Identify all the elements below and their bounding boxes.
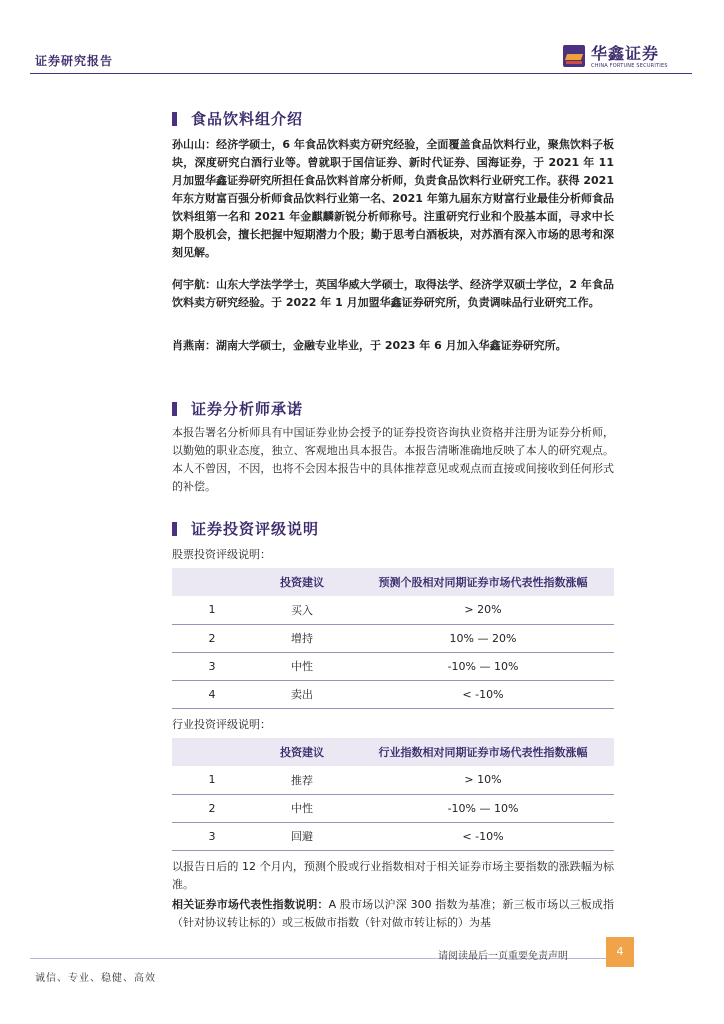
commitment-section-heading [172, 398, 303, 419]
table-cell: 2 [172, 624, 252, 652]
rating-section-title: 证券投资评级说明 [191, 520, 320, 538]
index-explanation [172, 896, 614, 932]
table-cell: 中性 [252, 652, 352, 680]
commitment-section-title: 证券分析师承诺 [191, 400, 304, 418]
table-cell: 2 [172, 794, 252, 822]
table-header-row [172, 738, 614, 766]
table-cell: > 10% [352, 766, 614, 794]
table-cell: < -10% [352, 680, 614, 708]
table-header-cell [172, 568, 252, 596]
table-row [172, 596, 614, 624]
logo-mark-icon [563, 45, 585, 67]
table-cell: 4 [172, 680, 252, 708]
table-row [172, 652, 614, 680]
table-header-cell: 投资建议 [252, 738, 352, 766]
table-cell: -10% — 10% [352, 794, 614, 822]
commitment-text: 本报告署名分析师具有中国证券业协会授予的证券投资咨询执业资格并注册为证券分析师，以勤勉的职业态度，独立、客观地出具本报告。本报告清晰准确地反映了本人的研究观点。本人不曾因，不因，也将不会因本报告中的具体推荐意见或观点而直接或间接收到任何形式的补偿。 [172, 426, 614, 493]
table-header-cell [172, 738, 252, 766]
page-number: 4 [606, 937, 634, 967]
stock-rating-label: 股票投资评级说明： [172, 548, 271, 561]
table-cell: 卖出 [252, 680, 352, 708]
table-cell: 增持 [252, 624, 352, 652]
table-header-cell: 投资建议 [252, 568, 352, 596]
table-cell: 中性 [252, 794, 352, 822]
footer-slogan: 诚信、专业、稳健、高效 [35, 973, 156, 984]
table-header-cell: 行业指数相对同期证券市场代表性指数涨幅 [352, 738, 614, 766]
table-cell: < -10% [352, 822, 614, 850]
team-section-heading [172, 108, 303, 129]
stock-rating-table [172, 568, 614, 709]
industry-rating-table [172, 738, 614, 851]
table-row [172, 822, 614, 850]
table-row [172, 766, 614, 794]
logo-name-en: CHINA FORTUNE SECURITIES [591, 63, 668, 69]
logo-name-cn: 华鑫证券 [591, 44, 660, 63]
table-cell: 3 [172, 652, 252, 680]
report-type-label: 证券研究报告 [35, 54, 114, 68]
rating-section-heading [172, 518, 319, 539]
table-cell: 买入 [252, 596, 352, 624]
index-label: 相关证券市场代表性指数说明： [172, 898, 329, 911]
table-cell: 3 [172, 822, 252, 850]
table-header-row [172, 568, 614, 596]
table-cell: 1 [172, 766, 252, 794]
team-member-bio: 肖燕南：湖南大学硕士，金融专业毕业，于 2023 年 6 月加入华鑫证券研究所。 [172, 339, 567, 352]
table-row [172, 624, 614, 652]
industry-rating-label: 行业投资评级说明： [172, 718, 271, 731]
team-member-bio: 孙山山：经济学硕士，6 年食品饮料卖方研究经验，全面覆盖食品饮料行业，聚焦饮料子板块，深度研究白酒行业等。曾就职于国信证券、新时代证券、国海证券，于 2021 年 11 月加盟华鑫证券研究所担任食品饮料首席分析师，负责食品饮料行业研究工作。获得 2021 年东方财富百强分析师食品饮料行业第一名、2021 年第九届东方财富行业最佳分析师食品饮料组第一名和 2021 年金麒麟新锐分析师称号。注重研究行业和个股基本面，寻求中长期个股机会，擅长把握中短期潜力个股；勤于思考白酒板块，对苏酒有深入市场的思考和深刻见解。 [172, 138, 614, 259]
table-row [172, 680, 614, 708]
company-logo [563, 45, 668, 70]
index-text: A 股市场以沪深 300 指数为基准；新三板市场以三板成指（针对协议转让标的）或三板做市指数（针对做市转让标的）为基 [172, 898, 614, 929]
table-row [172, 794, 614, 822]
table-cell: -10% — 10% [352, 652, 614, 680]
section-marker [172, 112, 177, 126]
section-marker [172, 522, 177, 536]
disclaimer-note: 请阅读最后一页重要免责声明 [438, 951, 568, 962]
table-cell: 1 [172, 596, 252, 624]
header-divider [30, 73, 692, 74]
table-header-cell: 预测个股相对同期证券市场代表性指数涨幅 [352, 568, 614, 596]
rating-period-note: 以报告日后的 12 个月内，预测个股或行业指数相对于相关证券市场主要指数的涨跌幅为标准。 [172, 860, 614, 891]
team-member-bio: 何宇航：山东大学法学学士，英国华威大学硕士，取得法学、经济学双硕士学位，2 年食品饮料卖方研究经验。于 2022 年 1 月加盟华鑫证券研究所，负责调味品行业研究工作。 [172, 278, 614, 309]
table-cell: > 20% [352, 596, 614, 624]
table-cell: 回避 [252, 822, 352, 850]
team-section-title: 食品饮料组介绍 [191, 110, 304, 128]
table-cell: 10% — 20% [352, 624, 614, 652]
section-marker [172, 402, 177, 416]
table-cell: 推荐 [252, 766, 352, 794]
